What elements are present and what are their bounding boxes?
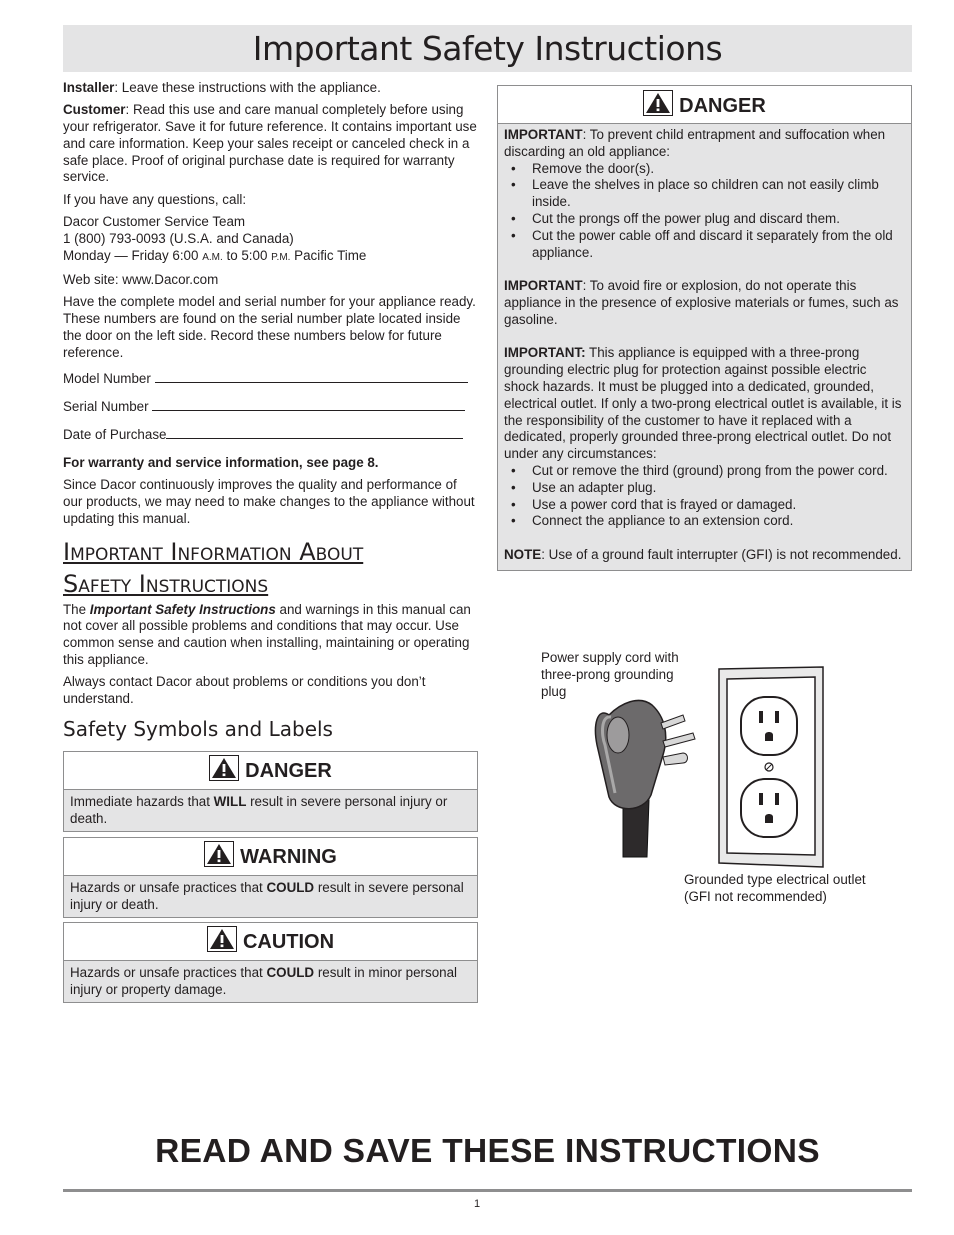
website-text: Web site: www.Dacor.com xyxy=(63,271,219,287)
caution-symbol-text: Hazards or unsafe practices that COULD result in minor personal injury or property damage. xyxy=(70,965,458,997)
danger-symbol-label: DANGER xyxy=(245,760,332,782)
warranty-note: For warranty and service information, see page 8. xyxy=(63,454,379,470)
plug-illustration xyxy=(497,645,912,875)
warning-symbol-header xyxy=(64,838,477,876)
plug-outlet-figure xyxy=(497,645,912,915)
contact-block xyxy=(63,214,478,266)
list-item: • Leave the shelves in place so children can not easily climb inside. xyxy=(504,177,905,211)
installer-text: : Leave these instructions with the appliance. xyxy=(114,80,381,95)
info-heading-line1: Important Information About xyxy=(63,537,364,566)
customer-text: : Read this use and care manual completely before using your refrigerator. Save it for future reference. It contains important use and care information. Keep your sales receipt or canceled check in a safe place. Proof of original purchase date is required for warranty service. xyxy=(63,102,477,185)
warning-symbol-text: Hazards or unsafe practices that COULD result in severe personal injury or death. xyxy=(70,880,464,912)
list-item: • Use a power cord that is frayed or damaged. xyxy=(504,497,905,514)
contact-phone: 1 (800) 793-0093 (U.S.A. and Canada) xyxy=(63,230,294,246)
caution-symbol-box xyxy=(63,922,478,1003)
list-item: • Use an adapter plug. xyxy=(504,480,905,497)
left-column xyxy=(63,80,478,750)
serial-number-label: Serial Number xyxy=(63,399,153,415)
list-item: • Cut the prongs off the power plug and discard them. xyxy=(504,211,905,228)
child-entrapment-warning: IMPORTANT: To prevent child entrapment and suffocation when discarding an old appliance: xyxy=(504,127,886,159)
changes-note: Since Dacor continuously improves the quality and performance of our products, we may need to make changes to the appliance without updating this manual. xyxy=(63,477,475,526)
warning-triangle-icon xyxy=(204,841,234,867)
danger-symbol-text: Immediate hazards that WILL result in severe personal injury or death. xyxy=(70,794,448,826)
warning-triangle-icon xyxy=(209,755,239,781)
list-item: • Connect the appliance to an extension cord. xyxy=(504,513,905,530)
page-title: Important Safety Instructions xyxy=(252,29,723,68)
warning-triangle-icon xyxy=(643,90,673,116)
gfi-note: NOTE: Use of a ground fault interrupter (GFI) is not recommended. xyxy=(504,546,902,562)
warning-symbol-box xyxy=(63,837,478,918)
serial-number-field[interactable] xyxy=(63,399,478,416)
warning-triangle-icon xyxy=(207,926,237,952)
symbols-heading: Safety Symbols and Labels xyxy=(63,716,333,741)
read-and-save-banner: READ AND SAVE THESE INSTRUCTIONS xyxy=(155,1133,820,1170)
info-paragraph-1: The Important Safety Instructions and warnings in this manual can not cover all possible problems and conditions that may occur. Use common sense and caution when installing, maintaining or operating this appliance. xyxy=(63,601,471,667)
customer-note xyxy=(63,102,478,186)
list-item: • Cut the power cable off and discard it separately from the old appliance. xyxy=(504,228,905,262)
danger-symbol-header xyxy=(64,752,477,790)
model-number-field[interactable] xyxy=(63,371,478,388)
contact-team: Dacor Customer Service Team xyxy=(63,214,246,230)
contact-hours: Monday — Friday 6:00 A.M. to 5:00 P.M. Pacific Time xyxy=(63,247,367,263)
fire-explosion-warning: IMPORTANT: To avoid fire or explosion, do not operate this appliance in the presence of explosive materials or fumes, such as gasoline. xyxy=(504,278,899,327)
list-item: • Cut or remove the third (ground) prong from the power cord. xyxy=(504,463,905,480)
danger-panel-header xyxy=(498,86,911,124)
date-of-purchase-field[interactable] xyxy=(63,427,478,444)
list-item: • Remove the door(s). xyxy=(504,161,905,178)
model-number-label: Model Number xyxy=(63,371,155,387)
prohibited-actions-list xyxy=(504,463,905,530)
info-section-heading xyxy=(63,536,478,600)
title-bar xyxy=(63,25,912,72)
danger-panel-label: DANGER xyxy=(679,95,766,117)
info-paragraph-2: Always contact Dacor about problems or conditions you don’t understand. xyxy=(63,674,426,707)
danger-symbol-box xyxy=(63,751,478,832)
customer-label: Customer xyxy=(63,102,126,118)
installer-label: Installer xyxy=(63,80,115,95)
danger-panel-body xyxy=(498,124,911,570)
installer-note xyxy=(63,80,478,97)
caution-symbol-header xyxy=(64,923,477,961)
plug-caption: Power supply cord with three-prong grounding plug xyxy=(541,650,679,699)
page-number: 1 xyxy=(473,1198,481,1210)
danger-panel xyxy=(497,85,912,571)
serial-note: Have the complete model and serial number for your appliance ready. These numbers are found on the serial number plate located inside the door on the left side. Record these numbers below for future reference. xyxy=(63,294,476,360)
date-of-purchase-label: Date of Purchase xyxy=(63,427,167,443)
info-heading-line2: Safety Instructions xyxy=(63,569,269,598)
outlet-caption: Grounded type electrical outlet (GFI not recommended) xyxy=(684,872,866,904)
warning-symbol-label: WARNING xyxy=(240,846,337,868)
questions-text: If you have any questions, call: xyxy=(63,191,247,207)
grounding-warning: IMPORTANT: This appliance is equipped with a three-prong grounding electric plug for protection against possible electric shock hazards. It must be plugged into a dedicated, grounded, electrical outlet. If only a two-prong electrical outlet is available, it is the responsibility of the customer to have it replaced with a dedicated, properly grounded three-prong electrical outlet. Do not under any circumstances: xyxy=(504,345,902,462)
discard-steps-list xyxy=(504,161,905,262)
footer-divider xyxy=(63,1189,912,1192)
caution-symbol-label: CAUTION xyxy=(242,931,335,953)
